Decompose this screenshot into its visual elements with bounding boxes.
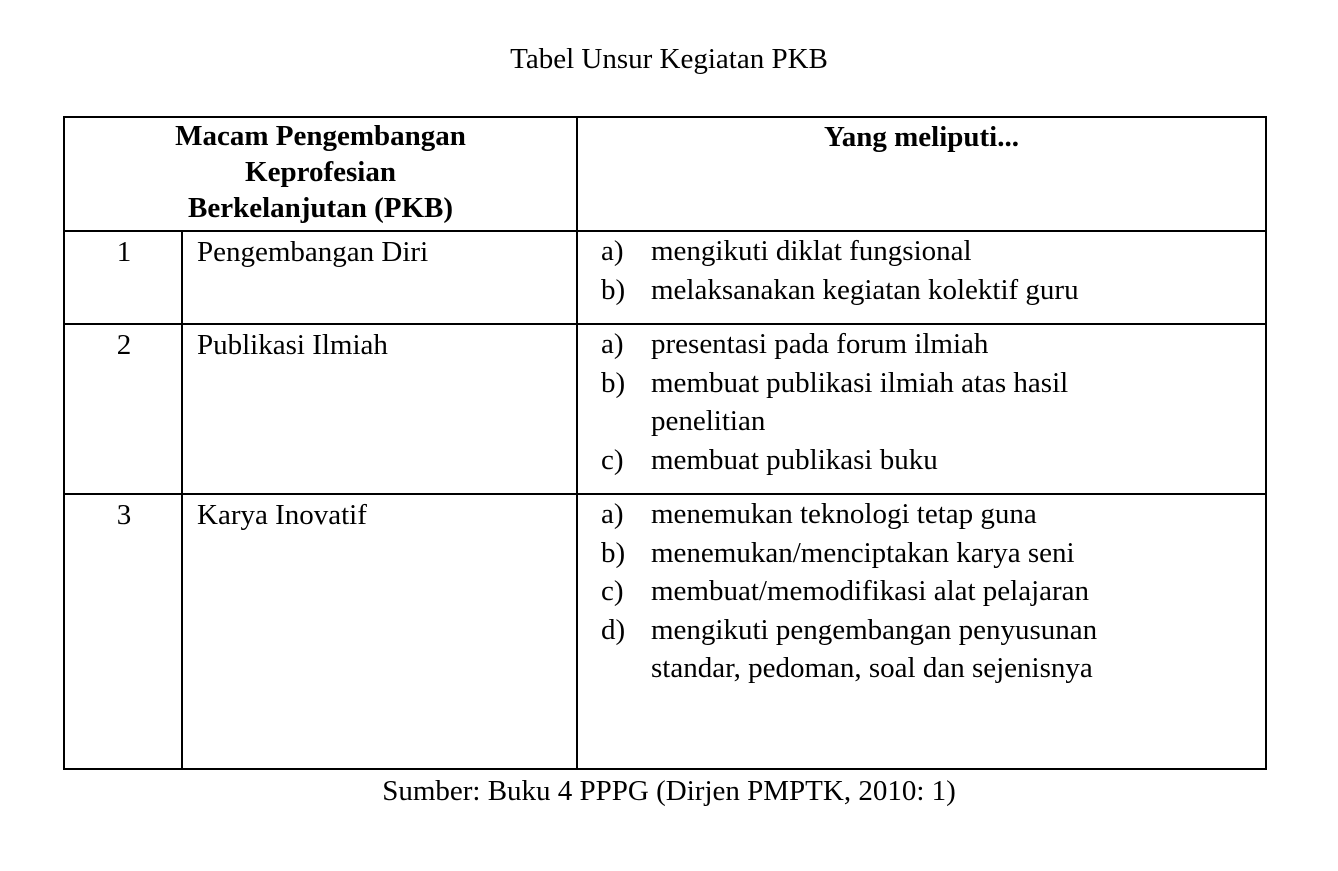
item-marker: a) <box>601 328 624 360</box>
table-title: Tabel Unsur Kegiatan PKB <box>510 43 828 75</box>
list-item <box>578 441 1265 480</box>
list-item <box>578 611 1265 688</box>
row-items-cell <box>577 231 1266 324</box>
source-caption: Sumber: Buku 4 PPPG (Dirjen PMPTK, 2010: 1) <box>382 775 956 807</box>
item-text: mengikuti pengembangan penyusunan standar, pedoman, soal dan sejenisnya <box>651 613 1098 684</box>
item-marker: c) <box>601 575 624 607</box>
list-item <box>578 572 1265 611</box>
header-line: Berkelanjutan (PKB) <box>187 192 454 224</box>
row-number-cell <box>64 494 182 769</box>
row-name-cell <box>182 324 577 494</box>
row-number: 3 <box>116 499 132 531</box>
item-list <box>578 325 1265 479</box>
row-name: Publikasi Ilmiah <box>197 329 388 361</box>
item-marker: c) <box>601 443 624 476</box>
item-marker: a) <box>601 235 624 267</box>
table-row <box>64 494 1266 769</box>
header-line: Macam Pengembangan <box>175 120 466 152</box>
header-includes: Yang meliputi... <box>577 117 1266 231</box>
row-number: 2 <box>116 329 132 361</box>
item-text: mengikuti diklat fungsional <box>651 235 972 267</box>
row-number-cell <box>64 324 182 494</box>
list-item <box>578 325 1265 364</box>
list-item <box>578 271 1265 310</box>
item-marker: d) <box>601 613 626 646</box>
row-items-cell <box>577 494 1266 769</box>
header-row <box>64 117 1266 231</box>
item-marker: b) <box>601 273 626 306</box>
row-items-cell <box>577 324 1266 494</box>
item-text: membuat publikasi buku <box>651 443 938 476</box>
item-marker: b) <box>601 366 626 399</box>
item-marker: a) <box>601 498 624 530</box>
header-pkb-types <box>64 117 577 231</box>
item-text: menemukan teknologi tetap guna <box>651 498 1037 530</box>
row-name-cell <box>182 231 577 324</box>
list-item <box>578 495 1265 534</box>
header-line: Keprofesian <box>245 156 396 188</box>
list-item <box>578 364 1265 441</box>
item-text: membuat/memodifikasi alat pelajaran <box>651 575 1090 607</box>
row-number-cell <box>64 231 182 324</box>
item-list <box>578 495 1265 688</box>
item-text: membuat publikasi ilmiah atas hasil penelitian <box>651 366 1069 437</box>
row-name: Pengembangan Diri <box>197 236 429 268</box>
item-text: menemukan/menciptakan karya seni <box>651 536 1075 569</box>
list-item <box>578 232 1265 271</box>
item-marker: b) <box>601 536 626 569</box>
pkb-table <box>63 116 1267 770</box>
table-row <box>64 324 1266 494</box>
row-name-cell <box>182 494 577 769</box>
item-text: melaksanakan kegiatan kolektif guru <box>651 273 1079 306</box>
list-item <box>578 534 1265 573</box>
row-number: 1 <box>116 236 132 268</box>
table-row <box>64 231 1266 324</box>
item-list <box>578 232 1265 309</box>
row-name: Karya Inovatif <box>197 499 367 531</box>
item-text: presentasi pada forum ilmiah <box>651 328 989 360</box>
